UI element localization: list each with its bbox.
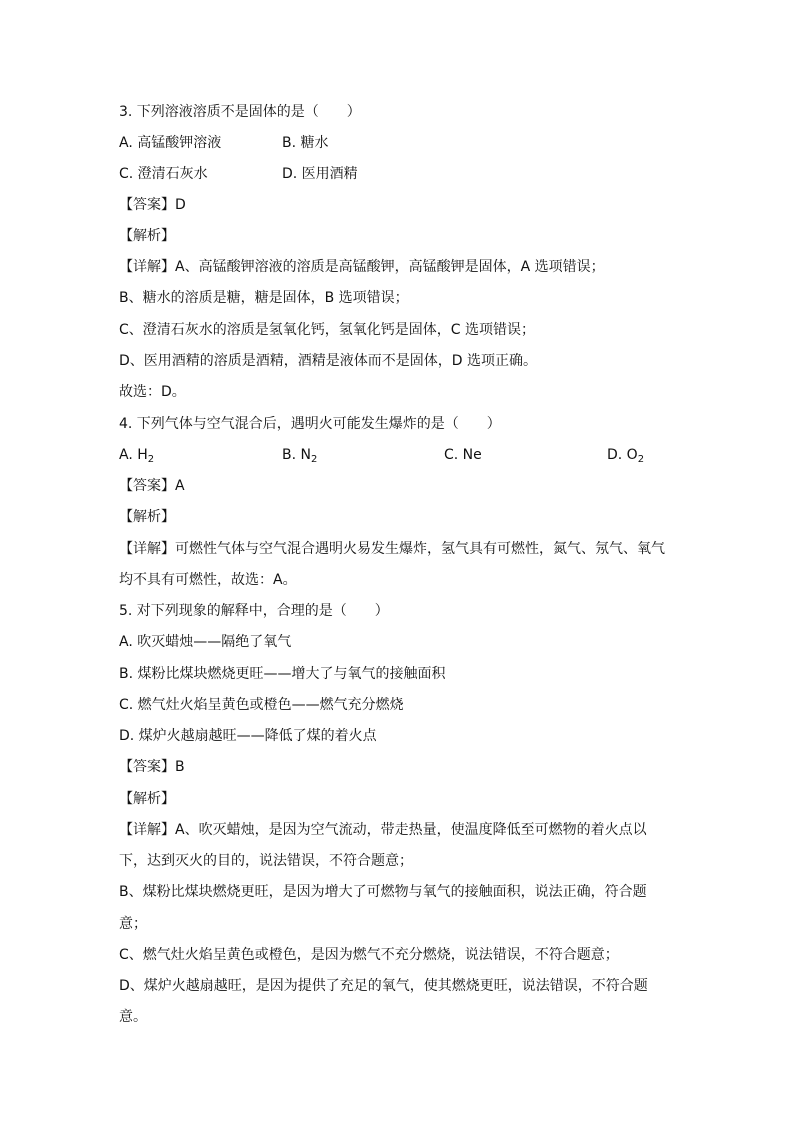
q4-option-a bbox=[119, 445, 154, 470]
q5-analysis-heading: 【解析】 bbox=[119, 791, 175, 807]
q5-answer: 【答案】B bbox=[119, 759, 185, 775]
q4-option-b bbox=[282, 445, 317, 470]
q3-option-d: D. 医用酒精 bbox=[282, 166, 358, 182]
q3-detail-line: 【详解】A、高锰酸钾溶液的溶质是高锰酸钾，高锰酸钾是固体，A 选项错误； bbox=[119, 259, 605, 275]
q5-option-a: A. 吹灭蜡烛——隔绝了氧气 bbox=[119, 634, 292, 650]
q5-detail-line: 【详解】A、吹灭蜡烛，是因为空气流动，带走热量，使温度降低至可燃物的着火点以 bbox=[119, 822, 647, 838]
q5-option-d: D. 煤炉火越扇越旺——降低了煤的着火点 bbox=[119, 728, 377, 744]
q4-option-d-subscript: 2 bbox=[637, 454, 645, 465]
q3-conclusion: 故选：D。 bbox=[119, 384, 186, 400]
q4-option-a-subscript: 2 bbox=[147, 454, 155, 465]
q3-stem: 3. 下列溶液溶质不是固体的是（ ） bbox=[119, 104, 361, 120]
q3-answer: 【答案】D bbox=[119, 197, 186, 213]
q4-option-d bbox=[607, 445, 644, 470]
q5-option-c: C. 燃气灶火焰呈黄色或橙色——燃气充分燃烧 bbox=[119, 697, 404, 713]
q5-detail-line: B、煤粉比煤块燃烧更旺，是因为增大了可燃物与氧气的接触面积，说法正确，符合题 bbox=[119, 884, 647, 900]
q3-detail-line: D、医用酒精的溶质是酒精，酒精是液体而不是固体，D 选项正确。 bbox=[119, 353, 538, 369]
q3-option-c: C. 澄清石灰水 bbox=[119, 166, 208, 182]
q5-detail-line: 下，达到灭火的目的，说法错误，不符合题意； bbox=[119, 853, 413, 869]
q3-detail-line: B、糖水的溶质是糖，糖是固体，B 选项错误； bbox=[119, 290, 409, 306]
q4-option-a-text: A. H bbox=[119, 447, 148, 463]
q4-option-b-text: B. N bbox=[282, 447, 311, 463]
q4-stem: 4. 下列气体与空气混合后，遇明火可能发生爆炸的是（ ） bbox=[119, 416, 501, 432]
q4-detail-line: 【详解】可燃性气体与空气混合遇明火易发生爆炸，氢气具有可燃性，氮气、氖气、氧气 bbox=[119, 541, 665, 557]
q5-option-b: B. 煤粉比煤块燃烧更旺——增大了与氧气的接触面积 bbox=[119, 666, 446, 682]
q3-option-b: B. 糖水 bbox=[282, 135, 329, 151]
q3-option-a: A. 高锰酸钾溶液 bbox=[119, 135, 222, 151]
q4-option-b-subscript: 2 bbox=[310, 454, 318, 465]
q4-detail-line: 均不具有可燃性，故选：A。 bbox=[119, 572, 297, 588]
q3-analysis-heading: 【解析】 bbox=[119, 228, 175, 244]
q4-analysis-heading: 【解析】 bbox=[119, 509, 175, 525]
q4-option-d-text: D. O bbox=[607, 447, 638, 463]
q4-answer: 【答案】A bbox=[119, 478, 185, 494]
q5-stem: 5. 对下列现象的解释中，合理的是（ ） bbox=[119, 603, 389, 619]
q5-detail-line: 意； bbox=[119, 916, 147, 932]
q5-detail-line: 意。 bbox=[119, 1009, 147, 1025]
q5-detail-line: D、煤炉火越扇越旺，是因为提供了充足的氧气，使其燃烧更旺，说法错误，不符合题 bbox=[119, 978, 648, 994]
q4-option-c: C. Ne bbox=[444, 447, 482, 463]
q3-detail-line: C、澄清石灰水的溶质是氢氧化钙，氢氧化钙是固体，C 选项错误； bbox=[119, 322, 535, 338]
q5-detail-line: C、燃气灶火焰呈黄色或橙色，是因为燃气不充分燃烧，说法错误，不符合题意； bbox=[119, 947, 619, 963]
